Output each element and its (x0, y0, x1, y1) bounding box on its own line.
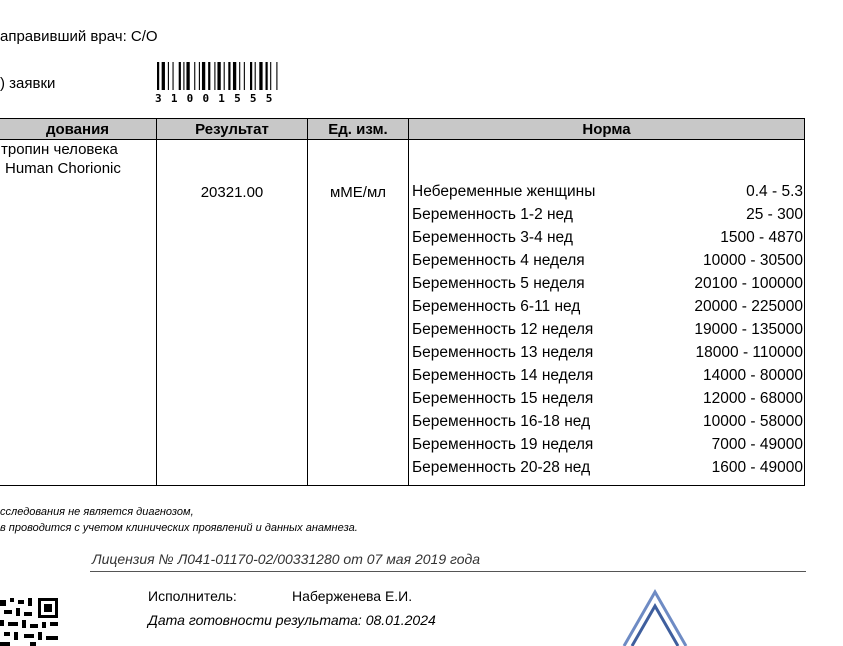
norm-row (409, 180, 804, 203)
norm-row (409, 387, 804, 410)
norm-range: 20100 - 100000 (694, 275, 803, 292)
norm-range: 25 - 300 (746, 206, 803, 223)
norm-range: 10000 - 58000 (703, 413, 803, 430)
norm-range: 20000 - 225000 (694, 298, 803, 315)
norm-row (409, 295, 804, 318)
norm-label: Беременность 1-2 нед (412, 206, 573, 223)
norm-label: Беременность 19 неделя (412, 436, 594, 453)
unit-value: мМЕ/мл (329, 184, 387, 201)
lab-logo-icon (620, 588, 690, 646)
referring-doctor: аправивший врач: С/О (0, 28, 158, 45)
norm-label: Беременность 3-4 нед (412, 229, 573, 246)
barcode-digits: 31001555 (155, 92, 282, 105)
test-name-line2: Human Chorionic (5, 160, 121, 177)
license-text: Лицензия № Л041-01170-02/00331280 от 07 мая 2019 года (92, 551, 481, 567)
executor-name: Наберженева Е.И. (292, 588, 413, 604)
disclaimer-line2: в проводится с учетом клинических проявлений и данных анамнеза. (0, 522, 358, 534)
norm-row (409, 364, 804, 387)
unit-cell (308, 140, 409, 486)
test-name-line1: тропин человека (1, 141, 118, 158)
executor-label: Исполнитель: (148, 588, 237, 604)
norm-label: Беременность 15 неделя (412, 390, 594, 407)
norm-row (409, 318, 804, 341)
norm-row (409, 272, 804, 295)
norm-range: 18000 - 110000 (695, 344, 803, 361)
norm-label: Небеременные женщины (412, 183, 596, 200)
norm-label: Беременность 12 неделя (412, 321, 594, 338)
norm-range: 19000 - 135000 (694, 321, 803, 338)
norm-label: Беременность 13 неделя (412, 344, 594, 361)
norm-range: 1500 - 4870 (720, 229, 803, 246)
qr-code (0, 594, 60, 646)
norm-range: 1600 - 49000 (711, 459, 803, 476)
test-name-cell (0, 140, 157, 486)
norm-label: Беременность 6-11 нед (412, 298, 581, 315)
license-divider (90, 571, 806, 572)
norm-label: Беременность 5 неделя (412, 275, 585, 292)
norm-range: 7000 - 49000 (711, 436, 803, 453)
disclaimer-line1: сследования не является диагнозом, (0, 506, 194, 518)
norm-range: 14000 - 80000 (703, 367, 803, 384)
norm-cell (409, 140, 805, 486)
results-table (0, 118, 805, 486)
norm-label: Беременность 14 неделя (412, 367, 594, 384)
result-value: 20321.00 (200, 184, 264, 201)
norm-row (409, 410, 804, 433)
norm-label: Беременность 4 неделя (412, 252, 585, 269)
norm-label: Беременность 20-28 нед (412, 459, 591, 476)
norm-list (409, 180, 804, 479)
result-cell (157, 140, 308, 486)
header-unit: Ед. изм. (308, 119, 409, 140)
norm-row (409, 341, 804, 364)
norm-range: 10000 - 30500 (703, 252, 803, 269)
header-result: Результат (157, 119, 308, 140)
header-norm: Норма (409, 119, 805, 140)
norm-row (409, 203, 804, 226)
norm-range: 0.4 - 5.3 (746, 183, 803, 200)
ready-date: Дата готовности результата: 08.01.2024 (148, 612, 436, 628)
norm-range: 12000 - 68000 (703, 390, 803, 407)
norm-row (409, 433, 804, 456)
norm-row (409, 226, 804, 249)
norm-label: Беременность 16-18 нед (412, 413, 591, 430)
norm-row (409, 249, 804, 272)
header-test: дования (0, 119, 157, 140)
order-number-label: ) заявки (0, 75, 56, 92)
norm-row (409, 456, 804, 479)
disclaimer (0, 504, 358, 536)
